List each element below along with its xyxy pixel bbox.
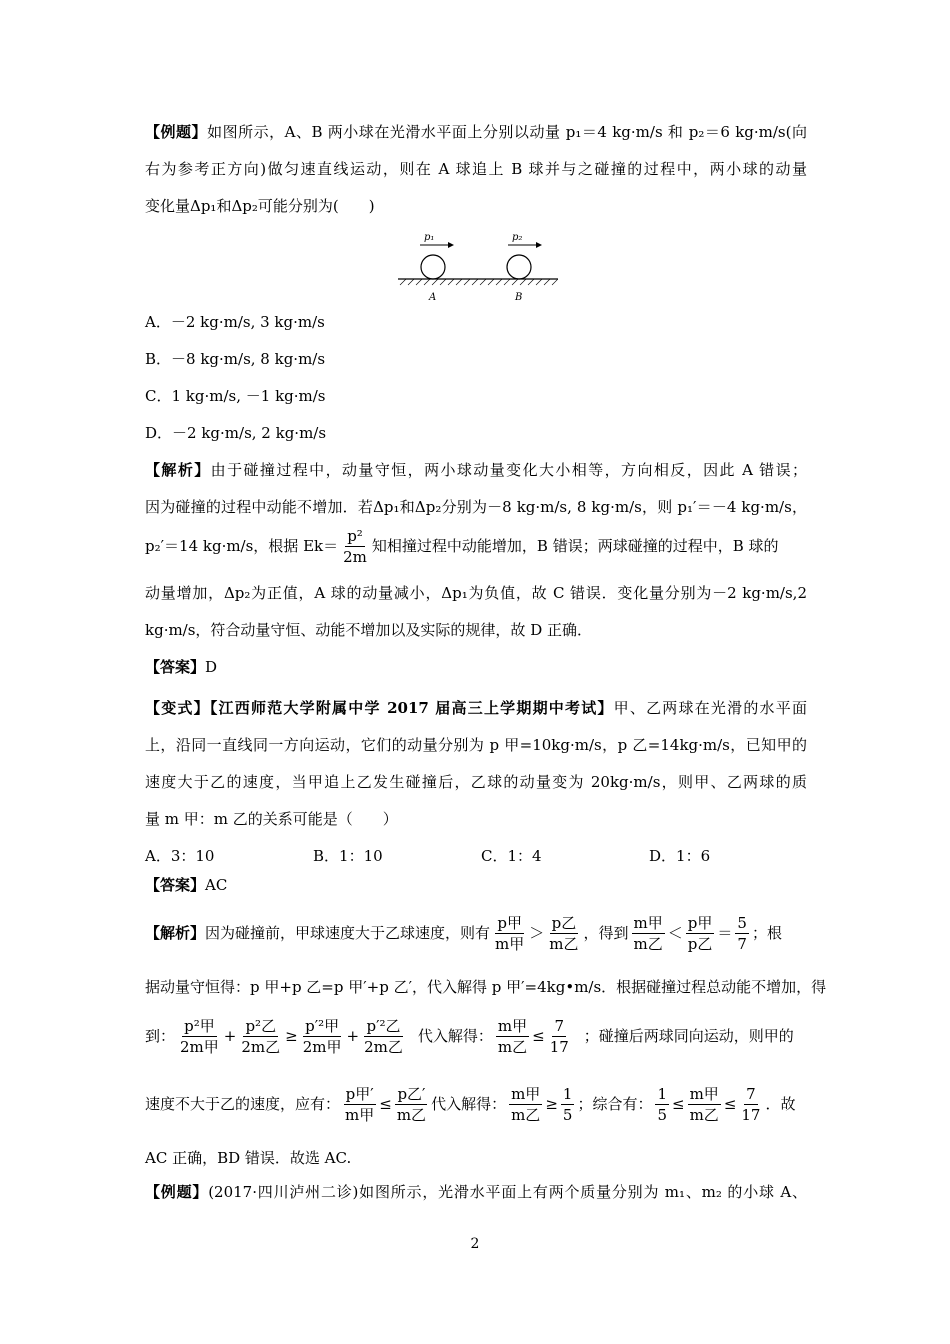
numerator: m甲 [633, 913, 663, 932]
numerator: p² [347, 526, 363, 545]
page-number: 2 [470, 1236, 480, 1252]
example-1-line-2: 右为参考正方向)做匀速直线运动，则在 A 球追上 B 球并与之碰撞的过程中，两小球的动量 [145, 160, 807, 178]
analysis-tag: 【解析】 [145, 924, 206, 942]
variant-line-4: 量 m 甲：m 乙的关系可能是（ ） [145, 810, 398, 828]
fraction [362, 1016, 405, 1057]
denominator: m甲 [495, 934, 525, 953]
analysis-1-line-1 [145, 460, 807, 480]
numerator: m甲 [689, 1084, 719, 1103]
fraction [301, 1016, 344, 1057]
numerator: 5 [737, 913, 747, 932]
ball-a [421, 255, 445, 279]
variant-line-1 [145, 698, 807, 718]
arrow-p1-head [448, 242, 454, 248]
text: ；根 [751, 924, 782, 942]
option-b: B．－8 kg·m/s, 8 kg·m/s [145, 350, 326, 368]
denominator: 2m甲 [302, 1037, 342, 1056]
fraction [739, 1084, 762, 1125]
variant-line-2: 上，沿同一直线同一方向运动，它们的动量分别为 p 甲=10kg·m/s，p 乙=14kg·m/s，已知甲的 [145, 736, 807, 754]
numerator: p乙 [551, 913, 577, 932]
text: 知相撞过程中动能增加，B 错误；两球碰撞的过程中，B 球的 [371, 537, 779, 555]
denominator: m乙 [396, 1105, 427, 1124]
text: 如图所示，A、B 两小球在光滑水平面上分别以动量 p₁＝4 kg·m/s 和 p₂＝6 kg·m/s(向 [207, 123, 807, 141]
denominator: 5 [657, 1105, 667, 1124]
label-p2: p₂ [512, 232, 523, 243]
numerator: 7 [746, 1084, 756, 1103]
fraction [632, 913, 665, 954]
fraction [509, 1084, 542, 1125]
text: 由于碰撞过程中，动量守恒，两小球动量变化大小相等，方向相反，因此 A 错误； [210, 461, 807, 479]
denominator: 5 [562, 1105, 573, 1124]
answer-value: D [205, 658, 218, 676]
example-2-line-1 [145, 1182, 807, 1202]
fraction [341, 526, 369, 567]
ball-b [507, 255, 531, 279]
analysis-1-line-3 [145, 528, 779, 564]
denominator: 17 [549, 1037, 569, 1056]
fraction [496, 1016, 529, 1057]
denominator: 7 [737, 934, 747, 953]
numerator: m甲 [511, 1084, 541, 1103]
text: 速度不大于乙的速度，应有： [145, 1095, 341, 1113]
text: 代入解得： [431, 1095, 507, 1113]
answer-1 [145, 657, 217, 677]
fraction [686, 913, 715, 954]
text: 代入解得： [417, 1027, 493, 1045]
numerator: p′²甲 [305, 1016, 340, 1035]
denominator: m乙 [689, 1105, 719, 1124]
example-tag: 【例题】 [145, 1183, 209, 1201]
arrow-p2-head [536, 242, 542, 248]
denominator: m甲 [345, 1105, 375, 1124]
label-p1: p₁ [424, 232, 435, 243]
symbol: ＞ [529, 924, 545, 942]
denominator: 17 [741, 1105, 761, 1124]
fraction [493, 913, 526, 954]
symbol: ＝ [717, 924, 733, 942]
analysis-2-line-3: 到： $\frac{\text{p²甲}}{\text{2m甲}}$ + $\frac{\text{p²乙}}{\text{2m乙}}$ ≥ $\frac{\text{p′²甲}}{\text{2m甲}}$ + $\frac{\text{p′²乙}}{\text{2m乙}}$ 代入解得： $\frac{\text{m甲}}{\text{m乙}}$ ≤ $\frac{7}{17}$ ；碰撞后两球同向运动，则甲的 [145, 1016, 794, 1056]
variant-line-3: 速度大于乙的速度，当甲追上乙发生碰撞后，乙球的动量变为 20kg·m/s，则甲、乙两球的质 [145, 773, 807, 791]
fraction [343, 1084, 376, 1125]
variant-options [145, 846, 817, 866]
option-d: D．1：6 [649, 847, 711, 865]
example-1-line-3: 变化量Δp₁和Δp₂可能分别为( ) [145, 197, 375, 215]
label-b: B [515, 292, 523, 303]
analysis-2-line-4: 速度不大于乙的速度，应有： $\frac{\text{p甲′}}{\text{m甲}}$ ≤ $\frac{\text{p乙′}}{\text{m乙}}$ 代入解得： $\frac{\text{m甲}}{\text{m乙}}$ ≥ $\frac{1}{5}$ ；综合有： $\frac{1}{5}$ ≤ $\frac{\text{m甲}}{\text{m乙}}$ ≤ $\frac{7}{17}$ ．故 [145, 1084, 796, 1124]
answer-tag: 【答案】 [145, 876, 206, 894]
option-b: B．1：10 [313, 847, 383, 865]
fraction [735, 913, 749, 954]
option-d: D．－2 kg·m/s, 2 kg·m/s [145, 424, 327, 442]
text: 甲、乙两球在光滑的水平面 [613, 699, 807, 717]
example-tag: 【例题】 [145, 123, 208, 141]
denominator: 2m乙 [364, 1037, 403, 1056]
text: ；综合有： [577, 1095, 653, 1113]
fraction [395, 1084, 428, 1125]
denominator: m乙 [633, 934, 663, 953]
text: 因为碰撞前，甲球速度大于乙球速度，则有 [205, 924, 491, 942]
balls-on-surface-figure [398, 228, 558, 306]
numerator: p甲 [687, 913, 713, 932]
analysis-2-line-2: 据动量守恒得：p 甲+p 乙=p 甲′+p 乙′，代入解得 p 甲′=4kg•m/s．根据碰撞过程总动能不增加，得 [145, 978, 827, 996]
ground-hatching [400, 279, 558, 285]
numerator: 1 [657, 1084, 667, 1103]
denominator: m乙 [511, 1105, 541, 1124]
analysis-1-line-5: kg·m/s，符合动量守恒、动能不增加以及实际的规律，故 D 正确． [145, 621, 592, 639]
denominator: 2m [343, 547, 367, 566]
fraction [688, 1084, 721, 1125]
text: ，得到 [583, 924, 629, 942]
analysis-1-line-2: 因为碰撞的过程中动能不增加．若Δp₁和Δp₂分别为－8 kg·m/s, 8 kg·m/s，则 p₁′＝－4 kg·m/s， [145, 498, 807, 516]
example-1-line-1 [145, 122, 807, 142]
variant-tag: 【变式】【江西师范大学附属中学 2017 届高三上学期期中考试】 [145, 699, 614, 717]
answer-2 [145, 875, 227, 895]
numerator: p²乙 [245, 1016, 277, 1035]
denominator: m乙 [549, 934, 579, 953]
option-c: C．1 kg·m/s, －1 kg·m/s [145, 387, 326, 405]
option-a: A．3：10 [145, 847, 215, 865]
text: (2017·四川泸州二诊)如图所示，光滑水平面上有两个质量分别为 m₁、m₂ 的小球 A、 [208, 1183, 807, 1201]
analysis-1-line-4: 动量增加，Δp₂为正值，A 球的动量减小，Δp₁为负值，故 C 错误．变化量分别为－2 kg·m/s,2 [145, 584, 807, 602]
numerator: p′²乙 [366, 1016, 401, 1035]
analysis-2-line-5: AC 正确，BD 错误．故选 AC. [145, 1149, 352, 1167]
numerator: m甲 [497, 1016, 528, 1035]
text: ；碰撞后两球同向运动，则甲的 [583, 1027, 794, 1045]
denominator: m乙 [497, 1037, 528, 1056]
fraction [239, 1016, 282, 1057]
answer-value: AC [205, 876, 228, 894]
answer-tag: 【答案】 [145, 658, 206, 676]
fraction [548, 1016, 571, 1057]
numerator: 7 [554, 1016, 565, 1035]
fraction [655, 1084, 669, 1125]
numerator: p甲′ [345, 1084, 374, 1103]
analysis-tag: 【解析】 [145, 461, 211, 479]
fraction [561, 1084, 575, 1125]
text: ．故 [765, 1095, 796, 1113]
text: p₂′＝14 kg·m/s，根据 Ek＝ [145, 537, 339, 555]
fraction [178, 1016, 221, 1057]
fraction [547, 913, 580, 954]
option-a: A．－2 kg·m/s, 3 kg·m/s [145, 313, 325, 331]
numerator: p甲 [497, 913, 522, 932]
numerator: p²甲 [184, 1016, 215, 1035]
numerator: p乙′ [397, 1084, 426, 1103]
denominator: p乙 [687, 934, 713, 953]
symbol: ＜ [667, 924, 683, 942]
text: 到： [145, 1027, 176, 1045]
option-c: C．1：4 [481, 847, 542, 865]
numerator: 1 [562, 1084, 573, 1103]
label-a: A [429, 292, 437, 303]
analysis-2-line-1 [145, 910, 807, 956]
denominator: 2m乙 [241, 1037, 281, 1056]
denominator: 2m甲 [180, 1037, 219, 1056]
